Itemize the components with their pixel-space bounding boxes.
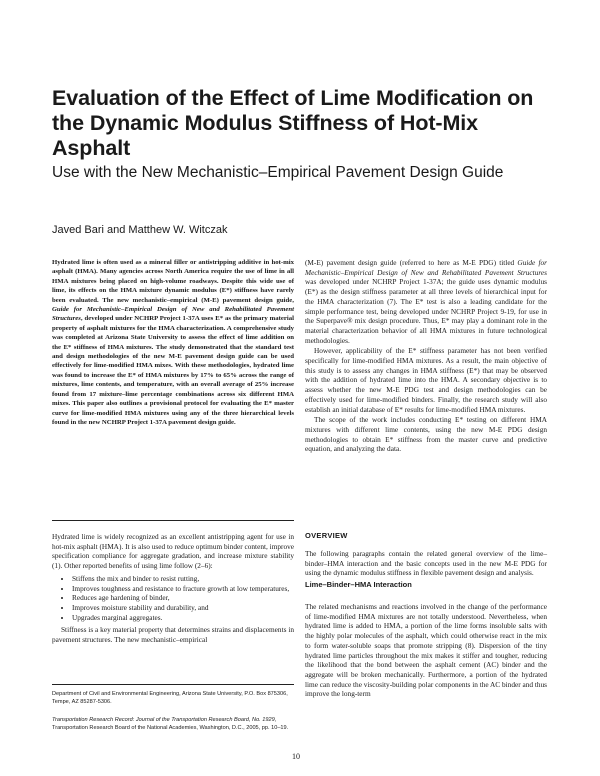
objective-paragraph: However, applicability of the E* stiffness parameter has not been verified specifically for lime-modified HMA mixtures. As a result, the main objective of this study is to assess any changes in HMA stiffness (E*) that may be observed with the addition of hydrated lime into the HMA. A secondary objective is to assess whether the new M-E PDG test and design methodologies can be effectively used for lime-modified binders. Finally, the research study will also establish an initial database of E* results for lime-modified HMA mixtures. bbox=[305, 346, 547, 414]
benefits-list bbox=[52, 574, 294, 623]
abstract-text-1: Hydrated lime is often used as a mineral filler or antistripping additive in hot-mix asphalt (HMA). Many agencies across North America require the use of lime in all HMA mixtures being placed on high-volume roadways. Despite this wide use of lime, its effects on the HMA mixture dynamic modulus (E*) stiffness have rarely been evaluated. The new mechanistic–empirical (M-E) pavement design guide, bbox=[52, 259, 294, 304]
scope-paragraph: The scope of the work includes conducting E* testing on different HMA mixtures with different lime contents, using the new M-E PDG design methodologies to obtain E* stiffness from the master curve and predictive equation, and analyzing the data. bbox=[305, 415, 547, 454]
journal-details: Transportation Research Board of the National Academies, Washington, D.C., 2005, pp. 10–19. bbox=[52, 725, 289, 731]
guide-title: Guide for Mechanistic–Empirical Design of New and Rehabilitated Pavement Structures bbox=[305, 258, 547, 277]
guide-paragraph-text-2: was developed under NCHRP Project 1-37A; the guide uses dynamic modulus (E*) as the design stiffness parameter at all three levels of hierarchical input for the HMA characterization (7). The E* test is also a leading candidate for the simple performance test, being developed under NCHRP Project 9-19, for use in the Superpave® mix design procedure. Thus, E* may play a dominant role in the material characterization behavior of all HMA mixtures in future technological methodologies. bbox=[305, 277, 547, 345]
abstract bbox=[52, 258, 294, 427]
authors: Javed Bari and Matthew W. Witczak bbox=[52, 224, 228, 236]
guide-paragraph bbox=[305, 258, 547, 345]
journal-footnote bbox=[52, 716, 294, 732]
abstract-guide-title: Guide for Mechanistic–Empirical Design of New and Rehabilitated Pavement Structures bbox=[52, 306, 294, 323]
page-number: 10 bbox=[292, 752, 300, 761]
list-item: • Upgrades marginal aggregates. bbox=[72, 613, 294, 623]
footnote-divider bbox=[52, 684, 294, 685]
interaction-body bbox=[305, 602, 547, 699]
intro-paragraph: Hydrated lime is widely recognized as an excellent antistripping agent for use in hot-mix asphalt (HMA). It is also used to reduce optimum binder content, improve specification compliance for aggregate gradation, and increase mixture stability (1). Other reported benefits of using lime follow (2–6): bbox=[52, 532, 294, 571]
right-column-body bbox=[305, 258, 547, 454]
list-item: • Stiffens the mix and binder to resist rutting, bbox=[72, 574, 294, 584]
paper-title: Evaluation of the Effect of Lime Modification on the Dynamic Modulus Stiffness of Hot-Mix Asphalt bbox=[52, 86, 534, 160]
list-item: • Improves moisture stability and durability, and bbox=[72, 603, 294, 613]
guide-paragraph-text-1: (M-E) pavement design guide (referred to here as M-E PDG) titled bbox=[305, 258, 518, 267]
overview-body bbox=[305, 549, 547, 578]
abstract-divider bbox=[52, 520, 294, 521]
interaction-heading: Lime–Binder–HMA Interaction bbox=[305, 580, 412, 589]
list-item: • Reduces age hardening of binder, bbox=[72, 593, 294, 603]
stiffness-paragraph: Stiffness is a key material property that determines strains and displacements in pavement structures. The new mechanistic–empirical bbox=[52, 625, 294, 645]
left-column-body bbox=[52, 532, 294, 645]
interaction-paragraph: The related mechanisms and reactions involved in the change of the performance of lime-modified HMA mixtures are not totally understood. Nevertheless, when hydrated lime is added to HMA, a portion of the lime forms insoluble salts with the highly polar molecules of the asphalt, which could otherwise react in the mix to form water-soluble soaps that promote stripping (8). Dispersion of the tiny hydrated lime particles throughout the mix makes it stiffer and tougher, reducing the likelihood that the bond between the asphalt cement (AC) binder and the aggregate will be broken mechanically. Furthermore, a portion of the hydrated lime can reduce the viscosity-building polar components in the AC binder and thus improve the long-term bbox=[305, 602, 547, 699]
list-item: • Improves toughness and resistance to fracture growth at low temperatures, bbox=[72, 584, 294, 594]
paper-subtitle: Use with the New Mechanistic–Empirical Pavement Design Guide bbox=[52, 164, 504, 181]
journal-name: Transportation Research Record: Journal of the Transportation Research Board, No. 1929, bbox=[52, 717, 277, 723]
abstract-text-2: , developed under NCHRP Project 1-37A uses E* as the primary material property of asphalt mixtures for the HMA characterization. A comprehensive study was completed at Arizona State University to assess the effect of lime addition on the E* stiffness of HMA mixtures. The study demonstrated that the standard test and design methodologies of the new M-E pavement design guide can be used effectively for lime-modified HMA mixes. With these methodologies, hydrated lime was found to increase the E* of HMA mixtures by 17% to 65% across the range of mixtures, lime contents, and temperature, with an overall average of 25% increase found from 17 mixture–lime percentage combinations across six different HMA mixes. This paper also outlines a provisional protocol for evaluating the E* master curve for lime-modified HMA mixtures using any of the three hierarchical levels found in the new NCHRP Project 1-37A pavement design guide. bbox=[52, 315, 294, 426]
overview-heading: OVERVIEW bbox=[305, 531, 348, 540]
affiliation-footnote: Department of Civil and Environmental Engineering, Arizona State University, P.O. Box 875306, Tempe, AZ 85287-5306. bbox=[52, 691, 288, 705]
overview-paragraph: The following paragraphs contain the related general overview of the lime–binder–HMA interaction and the basic concepts used in the new M-E PDG for using the dynamic modulus stiffness in flexible pavement design and analysis. bbox=[305, 549, 547, 578]
